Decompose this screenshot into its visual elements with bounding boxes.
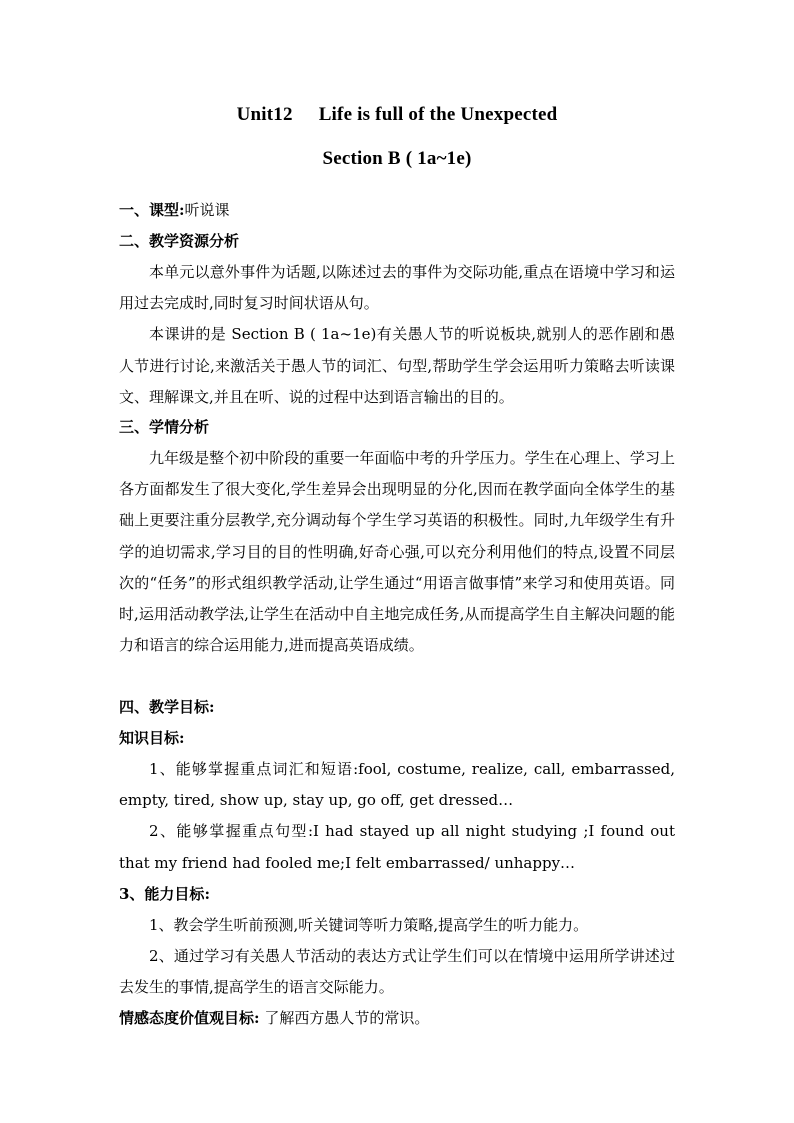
ability-objectives-heading: 3、能力目标: (119, 884, 210, 903)
learner-analysis-section (119, 412, 675, 661)
resource-analysis-heading: 二、教学资源分析 (119, 232, 240, 250)
unit-title (0, 104, 794, 126)
ability-objective-1: 1、教会学生听前预测,听关键词等听力策略,提高学生的听力能力。 (149, 915, 589, 934)
ability-objective-2: 2、通过学习有关愚人节活动的表达方式让学生们可以在情境中运用所学讲述过去发生的事情,提高学生的语言交际能力。 (119, 947, 675, 997)
teaching-objectives-section (119, 692, 675, 1034)
emotion-objectives-heading: 情感态度价值观目标: (119, 1009, 260, 1028)
learner-analysis-paragraph: 九年级是整个初中阶段的重要一年面临中考的升学压力。学生在心理上、学习上各方面都发生了很大变化,学生差异会出现明显的分化,因而在教学面向全体学生的基础上更要注重分层教学,充分调动每个学生学习英语的积极性。同时,九年级学生有升学的迫切需求,学习目的目的性明确,好奇心强,可以充分利用他们的特点,设置不同层次的“任务”的形式组织教学活动,让学生通过“用语言做事情”来学习和使用英语。同时,运用活动教学法,让学生在活动中自主地完成任务,从而提高学生自主解决问题的能力和语言的综合运用能力,进而提高英语成绩。 (119, 449, 675, 655)
knowledge-objectives-heading: 知识目标: (119, 729, 185, 747)
resource-analysis-section (119, 226, 675, 413)
lesson-type-value: 听说课 (184, 201, 230, 219)
unit-number: Unit12 (236, 104, 293, 125)
teaching-objectives-heading: 四、教学目标: (119, 698, 215, 716)
resource-analysis-paragraph-1: 本单元以意外事件为话题,以陈述过去的事件为交际功能,重点在语境中学习和运用过去完成时,同时复习时间状语从句。 (119, 263, 675, 313)
emotion-objectives-value: 了解西方愚人节的常识。 (259, 1009, 430, 1028)
knowledge-objective-2: 2、能够掌握重点句型:I had stayed up all night studying ;I found out that my friend had fooled me;I felt embarrassed/ unhappy… (119, 822, 675, 872)
unit-topic: Life is full of the Unexpected (318, 104, 558, 125)
knowledge-objective-1: 1、能够掌握重点词汇和短语:fool, costume, realize, call, embarrassed, empty, tired, show up, stay up, go off, get dressed… (119, 760, 675, 810)
lesson-type (119, 195, 675, 226)
lesson-type-heading: 一、课型: (119, 201, 185, 219)
section-title: Section B ( 1a~1e) (322, 148, 472, 169)
resource-analysis-paragraph-2: 本课讲的是 Section B ( 1a~1e)有关愚人节的听说板块,就别人的恶作剧和愚人节进行讨论,来激活关于愚人节的词汇、句型,帮助学生学会运用听力策略去听读课文、理解课文,并且在听、说的过程中达到语言输出的目的。 (119, 325, 675, 406)
learner-analysis-heading: 三、学情分析 (119, 418, 210, 436)
